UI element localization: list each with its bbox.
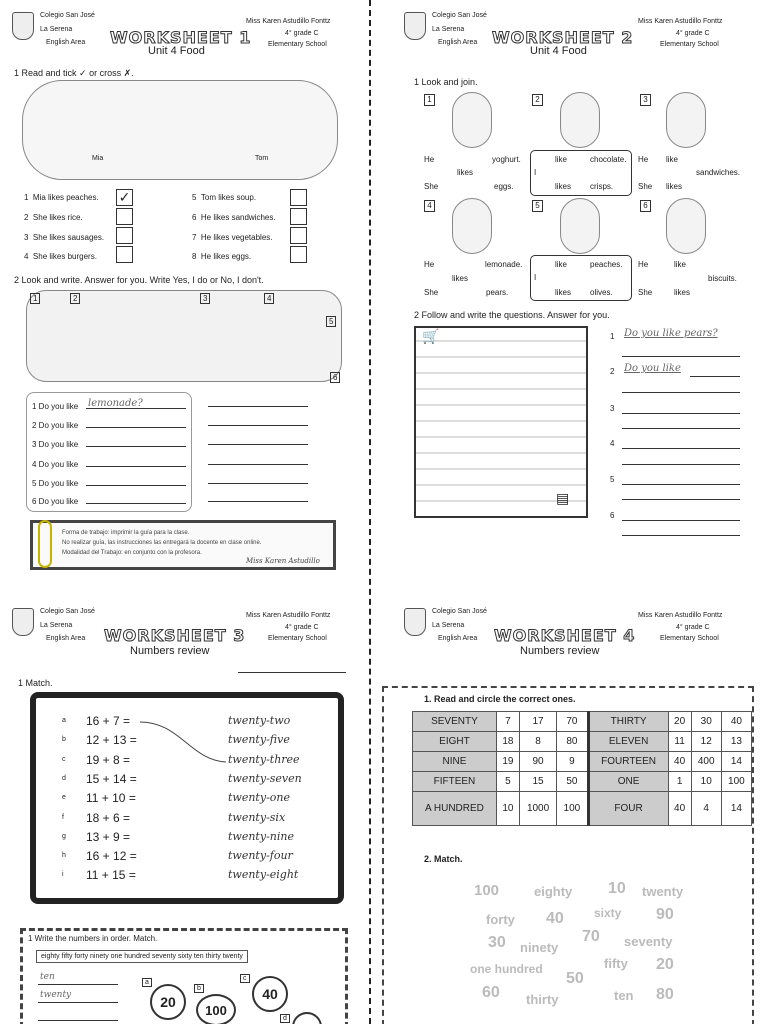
answer-line-2a[interactable] xyxy=(690,376,740,377)
answer-2[interactable]: Do you like xyxy=(624,363,681,374)
number-word-cell: ONE xyxy=(588,772,668,792)
row1-she-right: She xyxy=(638,182,653,191)
worksheet-subtitle: Numbers review xyxy=(520,645,600,657)
statement-3: 3 She likes sausages. xyxy=(24,233,105,242)
pic-number-1: 1 xyxy=(30,293,40,304)
answer-line-6b[interactable] xyxy=(622,535,740,536)
row2-he: He xyxy=(424,260,435,269)
row2-he-right: He xyxy=(638,260,649,269)
number-option-cell[interactable]: 19 xyxy=(496,752,519,772)
boy-eating-illustration xyxy=(560,92,600,148)
number-option-cell[interactable]: 100 xyxy=(557,792,588,826)
number-word-cell: ELEVEN xyxy=(588,732,668,752)
statement-8: 8 He likes eggs. xyxy=(192,252,252,261)
row1-likes-right: likes xyxy=(666,182,683,191)
signature: Miss Karen Astudillo xyxy=(246,557,320,565)
worksheet-subtitle: Numbers review xyxy=(130,645,210,657)
number-option-cell[interactable]: 40 xyxy=(668,752,691,772)
scatter-number-word[interactable]: 20 xyxy=(656,956,674,973)
pic-number-5: 5 xyxy=(326,316,336,327)
question-5: 5 Do you like xyxy=(32,479,79,488)
table-row xyxy=(413,732,752,752)
school-level: Elementary School xyxy=(268,635,327,642)
pic-number-2: 2 xyxy=(70,293,80,304)
answer-num-2: 2 xyxy=(610,367,615,376)
statement-5: 5 Tom likes soup. xyxy=(192,193,257,202)
cash-register-icon: ▤ xyxy=(556,490,570,506)
coin-b: 100 xyxy=(196,994,236,1024)
sum-letter: f xyxy=(62,813,64,821)
number-word-cell: NINE xyxy=(413,752,497,772)
school-name: Colegio San José xyxy=(432,608,487,615)
question-1: 1 Do you like xyxy=(32,402,79,411)
school-crest-icon xyxy=(404,608,426,636)
table-row xyxy=(413,772,752,792)
exercise-1-title: 1 Look and join. xyxy=(414,77,478,87)
order-line-3[interactable] xyxy=(38,1020,118,1021)
school-name: Colegio San José xyxy=(432,12,487,19)
coin-c: 40 xyxy=(252,976,288,1012)
cart-icon: 🛒 xyxy=(422,328,440,344)
answer-line-4b[interactable] xyxy=(622,464,740,465)
question-4: 4 Do you like xyxy=(32,460,79,469)
grade: 4° grade C xyxy=(285,624,319,631)
order-line-1[interactable] xyxy=(38,984,118,985)
worksheet-title: WORKSHEET 3 xyxy=(104,626,246,645)
answer-1[interactable]: Do you like pears? xyxy=(624,328,718,339)
exercise-1-title: 1 Read and tick ✓ or cross ✗. xyxy=(14,68,134,78)
number-word-cell: A HUNDRED xyxy=(413,792,497,826)
pic-number-4: 4 xyxy=(424,200,435,212)
sum-expression: 18 + 6 = xyxy=(86,810,131,825)
number-word[interactable]: twenty-nine xyxy=(228,829,294,843)
row2-she-right: She xyxy=(638,288,653,297)
scatter-number-word[interactable]: fifty xyxy=(604,956,628,971)
answer-num-1: 1 xyxy=(610,332,615,341)
worksheet-title: WORKSHEET 2 xyxy=(492,28,634,47)
note-line-3: Modalidad del Trabajo: en conjunto con la profesora. xyxy=(62,550,202,556)
number-option-cell[interactable]: 30 xyxy=(691,712,721,732)
grade: 4° grade C xyxy=(676,624,710,631)
pic-number-1: 1 xyxy=(424,94,435,106)
number-word[interactable]: twenty-three xyxy=(228,752,300,766)
scatter-number-word[interactable]: 50 xyxy=(566,970,584,987)
scatter-number-word[interactable]: 100 xyxy=(474,882,500,899)
sum-expression: 16 + 7 = xyxy=(86,714,131,728)
school-city: La Serena xyxy=(432,622,465,629)
sum-letter: g xyxy=(62,832,66,840)
school-city: La Serena xyxy=(40,26,73,33)
coin-label-b: b xyxy=(194,984,204,993)
boy-drink-illustration xyxy=(452,198,492,254)
table-row xyxy=(413,752,752,772)
number-option-cell[interactable]: 100 xyxy=(721,772,751,792)
row2-peaches: peaches. xyxy=(590,260,623,269)
school-name: Colegio San José xyxy=(40,608,95,615)
scatter-number-word[interactable]: eighty xyxy=(534,884,573,899)
girl-sandwich-illustration xyxy=(666,92,706,148)
number-word-cell: THIRTY xyxy=(588,712,668,732)
number-option-cell[interactable]: 50 xyxy=(557,772,588,792)
answer-line-3b[interactable] xyxy=(622,428,740,429)
number-word[interactable]: twenty-eight xyxy=(228,868,299,882)
coin-label-c: c xyxy=(240,974,250,983)
sum-letter: i xyxy=(62,871,64,879)
row1-likes-2: likes xyxy=(555,182,572,191)
sum-letter: b xyxy=(62,736,66,744)
number-option-cell[interactable]: 17 xyxy=(519,712,556,732)
sum-expression: 13 + 9 = xyxy=(86,829,131,844)
number-option-cell[interactable]: 90 xyxy=(519,752,556,772)
number-option-cell[interactable]: 14 xyxy=(721,752,751,772)
grade: 4° grade C xyxy=(285,30,319,37)
sum-expression: 19 + 8 = xyxy=(86,752,131,767)
statement-1: 1 Mia likes peaches. xyxy=(24,193,99,202)
note-line-2: No realizar guía, las instrucciones las entregará la docente en clase online. xyxy=(62,540,262,546)
statement-2: 2 She likes rice. xyxy=(24,213,83,222)
pic-number-5: 5 xyxy=(532,200,543,212)
pic-number-6: 6 xyxy=(640,200,651,212)
number-option-cell[interactable]: 40 xyxy=(721,712,751,732)
number-word-cell: FOURTEEN xyxy=(588,752,668,772)
scatter-number-word[interactable]: 60 xyxy=(482,984,500,1001)
coin-label-a: a xyxy=(142,978,152,987)
sum-expression: 15 + 14 = xyxy=(86,771,137,786)
number-option-cell[interactable]: 7 xyxy=(496,712,519,732)
exercise-2-title: 1 Write the numbers in order. Match. xyxy=(28,934,158,943)
pic-number-2: 2 xyxy=(532,94,543,106)
vertical-cut-line xyxy=(369,0,371,1024)
coin-label-d: d xyxy=(280,1014,290,1023)
worksheet-title: WORKSHEET 4 xyxy=(494,626,636,645)
school-city: La Serena xyxy=(432,26,465,33)
scatter-number-word[interactable]: sixty xyxy=(594,906,622,920)
school-level: Elementary School xyxy=(660,635,719,642)
note-line-1: Forma de trabajo: imprimir la guía para la clase. xyxy=(62,530,190,536)
number-option-cell[interactable]: 400 xyxy=(691,752,721,772)
scatter-number-word[interactable]: 70 xyxy=(582,928,600,945)
answer-line-5b[interactable] xyxy=(622,499,740,500)
number-word-cell: FIFTEEN xyxy=(413,772,497,792)
number-option-cell[interactable]: 70 xyxy=(557,712,588,732)
order-word-1[interactable]: ten xyxy=(40,972,55,982)
number-option-cell[interactable]: 9 xyxy=(557,752,588,772)
number-option-cell[interactable]: 20 xyxy=(668,712,691,732)
order-line-2[interactable] xyxy=(38,1002,118,1003)
statement-7: 7 He likes vegetables. xyxy=(192,233,273,242)
sum-expression: 16 + 12 = xyxy=(86,849,137,864)
number-word[interactable]: twenty-five xyxy=(228,733,290,747)
row2-likes-right: likes xyxy=(674,288,691,297)
match-line xyxy=(0,0,360,1024)
table-row xyxy=(413,792,752,826)
answer-num-3: 3 xyxy=(610,404,615,413)
row2-like-right: like xyxy=(674,260,687,269)
number-option-cell[interactable]: 14 xyxy=(721,792,751,826)
row1-i: I xyxy=(534,168,537,177)
number-option-cell[interactable]: 5 xyxy=(496,772,519,792)
girl-eating-illustration xyxy=(452,92,492,148)
number-option-cell[interactable]: 40 xyxy=(668,792,691,826)
scatter-number-word[interactable]: forty xyxy=(486,912,515,927)
row2-like: like xyxy=(555,260,568,269)
answer-num-6: 6 xyxy=(610,511,615,520)
number-word-bank: eighty fifty forty ninety one hundred seventy sixty ten thirty twenty xyxy=(36,950,248,963)
scatter-number-word[interactable]: 40 xyxy=(546,910,564,927)
school-area: English Area xyxy=(46,39,86,46)
row1-chocolate: chocolate. xyxy=(590,155,627,164)
question-2: 2 Do you like xyxy=(32,421,79,430)
exercise-1-title: 1 Match. xyxy=(18,678,53,688)
scatter-number-word[interactable]: ninety xyxy=(520,940,559,955)
girl-peach-illustration xyxy=(560,198,600,254)
tick-box-1[interactable]: ✓ xyxy=(116,189,133,206)
row2-lemonade: lemonade. xyxy=(485,260,523,269)
number-word[interactable]: twenty-seven xyxy=(228,771,302,785)
sum-letter: c xyxy=(62,755,66,763)
school-area: English Area xyxy=(438,635,478,642)
sum-letter: h xyxy=(62,852,66,860)
answer-line-5a[interactable] xyxy=(622,484,740,485)
worksheet-subtitle: Unit 4 Food xyxy=(530,45,587,57)
row2-she: She xyxy=(424,288,439,297)
row1-crisps: crisps. xyxy=(590,182,614,191)
worksheet-subtitle: Unit 4 Food xyxy=(148,45,205,57)
answer-num-4: 4 xyxy=(610,439,615,448)
row2-likes-2: likes xyxy=(555,288,572,297)
exercise-2-title: 2. Match. xyxy=(424,854,463,864)
school-level: Elementary School xyxy=(660,41,719,48)
coin-a: 20 xyxy=(150,984,186,1020)
teacher-name: Miss Karen Astudillo Fonttz xyxy=(638,612,723,619)
grade: 4° grade C xyxy=(676,30,710,37)
row1-sandwiches: sandwiches. xyxy=(696,168,741,177)
school-area: English Area xyxy=(46,635,86,642)
number-word[interactable]: twenty-two xyxy=(228,714,291,727)
number-option-cell[interactable]: 1 xyxy=(668,772,691,792)
number-word-cell: SEVENTY xyxy=(413,712,497,732)
row1-she: She xyxy=(424,182,439,191)
number-option-cell[interactable]: 12 xyxy=(691,732,721,752)
pic-number-6: 6 xyxy=(330,372,340,383)
number-option-cell[interactable]: 4 xyxy=(691,792,721,826)
answer-line-6a[interactable] xyxy=(622,520,740,521)
sum-letter: e xyxy=(62,794,66,802)
row1-he-right: He xyxy=(638,155,649,164)
row2-olives: olives. xyxy=(590,288,613,297)
scatter-number-word[interactable]: 30 xyxy=(488,934,506,951)
exercise-2-title: 2 Follow and write the questions. Answer for you. xyxy=(414,310,610,320)
pic-number-3: 3 xyxy=(200,293,210,304)
teacher-name: Miss Karen Astudillo Fonttz xyxy=(246,18,331,25)
answer-line-3a[interactable] xyxy=(622,413,740,414)
question-6: 6 Do you like xyxy=(32,497,79,506)
number-word[interactable]: twenty-four xyxy=(228,849,293,863)
scatter-number-word[interactable]: 10 xyxy=(608,880,626,897)
label-tom: Tom xyxy=(255,155,269,162)
number-option-cell[interactable]: 8 xyxy=(519,732,556,752)
row1-eggs: eggs. xyxy=(494,182,514,191)
row2-i: I xyxy=(534,273,537,282)
teacher-name: Miss Karen Astudillo Fonttz xyxy=(246,612,331,619)
answer-1[interactable]: lemonade? xyxy=(88,398,143,409)
scatter-number-word[interactable]: twenty xyxy=(642,884,684,899)
row1-like: like xyxy=(555,155,568,164)
row2-likes: likes xyxy=(452,274,469,283)
exercise-2-title: 2 Look and write. Answer for you. Write Yes, I do or No, I don't. xyxy=(14,275,264,285)
number-word[interactable]: twenty-six xyxy=(228,810,286,824)
number-option-cell[interactable]: 18 xyxy=(496,732,519,752)
worksheet-title: WORKSHEET 1 xyxy=(110,28,252,47)
sum-expression: 12 + 13 = xyxy=(86,733,137,748)
statement-4: 4 She likes burgers. xyxy=(24,252,97,261)
scatter-number-word[interactable]: ten xyxy=(614,988,634,1003)
number-option-cell[interactable]: 80 xyxy=(557,732,588,752)
boy-biscuit-illustration xyxy=(666,198,706,254)
answer-line-2b[interactable] xyxy=(622,392,740,393)
school-level: Elementary School xyxy=(268,41,327,48)
scatter-number-word[interactable]: seventy xyxy=(624,934,673,949)
school-area: English Area xyxy=(438,39,478,46)
exercise-1-title: 1. Read and circle the correct ones. xyxy=(424,694,576,704)
answer-num-5: 5 xyxy=(610,475,615,484)
number-option-cell[interactable]: 10 xyxy=(691,772,721,792)
answer-line-4a[interactable] xyxy=(622,448,740,449)
table-row xyxy=(413,712,752,732)
number-table xyxy=(412,711,752,826)
row1-he: He xyxy=(424,155,435,164)
number-word[interactable]: twenty-one xyxy=(228,791,290,805)
number-option-cell[interactable]: 11 xyxy=(668,732,691,752)
scatter-number-word[interactable]: one hundred xyxy=(470,962,543,976)
school-name: Colegio San José xyxy=(40,12,95,19)
order-word-2[interactable]: twenty xyxy=(40,990,72,1000)
label-mia: Mia xyxy=(92,155,104,162)
number-word-cell: FOUR xyxy=(588,792,668,826)
school-city: La Serena xyxy=(40,622,73,629)
number-word-cell: EIGHT xyxy=(413,732,497,752)
number-option-cell[interactable]: 15 xyxy=(519,772,556,792)
teacher-name: Miss Karen Astudillo Fonttz xyxy=(638,18,723,25)
row2-pears: pears. xyxy=(486,288,509,297)
school-crest-icon xyxy=(404,12,426,40)
number-option-cell[interactable]: 1000 xyxy=(519,792,556,826)
row1-like-right: like xyxy=(666,155,679,164)
sum-expression: 11 + 10 = xyxy=(86,791,136,806)
scatter-number-word[interactable]: 90 xyxy=(656,906,674,923)
sum-letter: a xyxy=(62,717,66,724)
number-option-cell[interactable]: 13 xyxy=(721,732,751,752)
sum-expression: 11 + 15 = xyxy=(86,868,136,883)
scatter-number-word[interactable]: 80 xyxy=(656,986,674,1003)
number-option-cell[interactable]: 10 xyxy=(496,792,519,826)
scatter-number-word[interactable]: thirty xyxy=(526,992,559,1007)
row1-likes: likes xyxy=(457,168,474,177)
pic-number-4: 4 xyxy=(264,293,274,304)
question-3: 3 Do you like xyxy=(32,440,79,449)
row2-biscuits: biscuits. xyxy=(708,274,737,283)
pic-number-3: 3 xyxy=(640,94,651,106)
row1-yoghurt: yoghurt. xyxy=(492,155,521,164)
answer-line-1b[interactable] xyxy=(622,356,740,357)
statement-6: 6 He likes sandwiches. xyxy=(192,213,276,222)
sum-letter: d xyxy=(62,774,66,782)
